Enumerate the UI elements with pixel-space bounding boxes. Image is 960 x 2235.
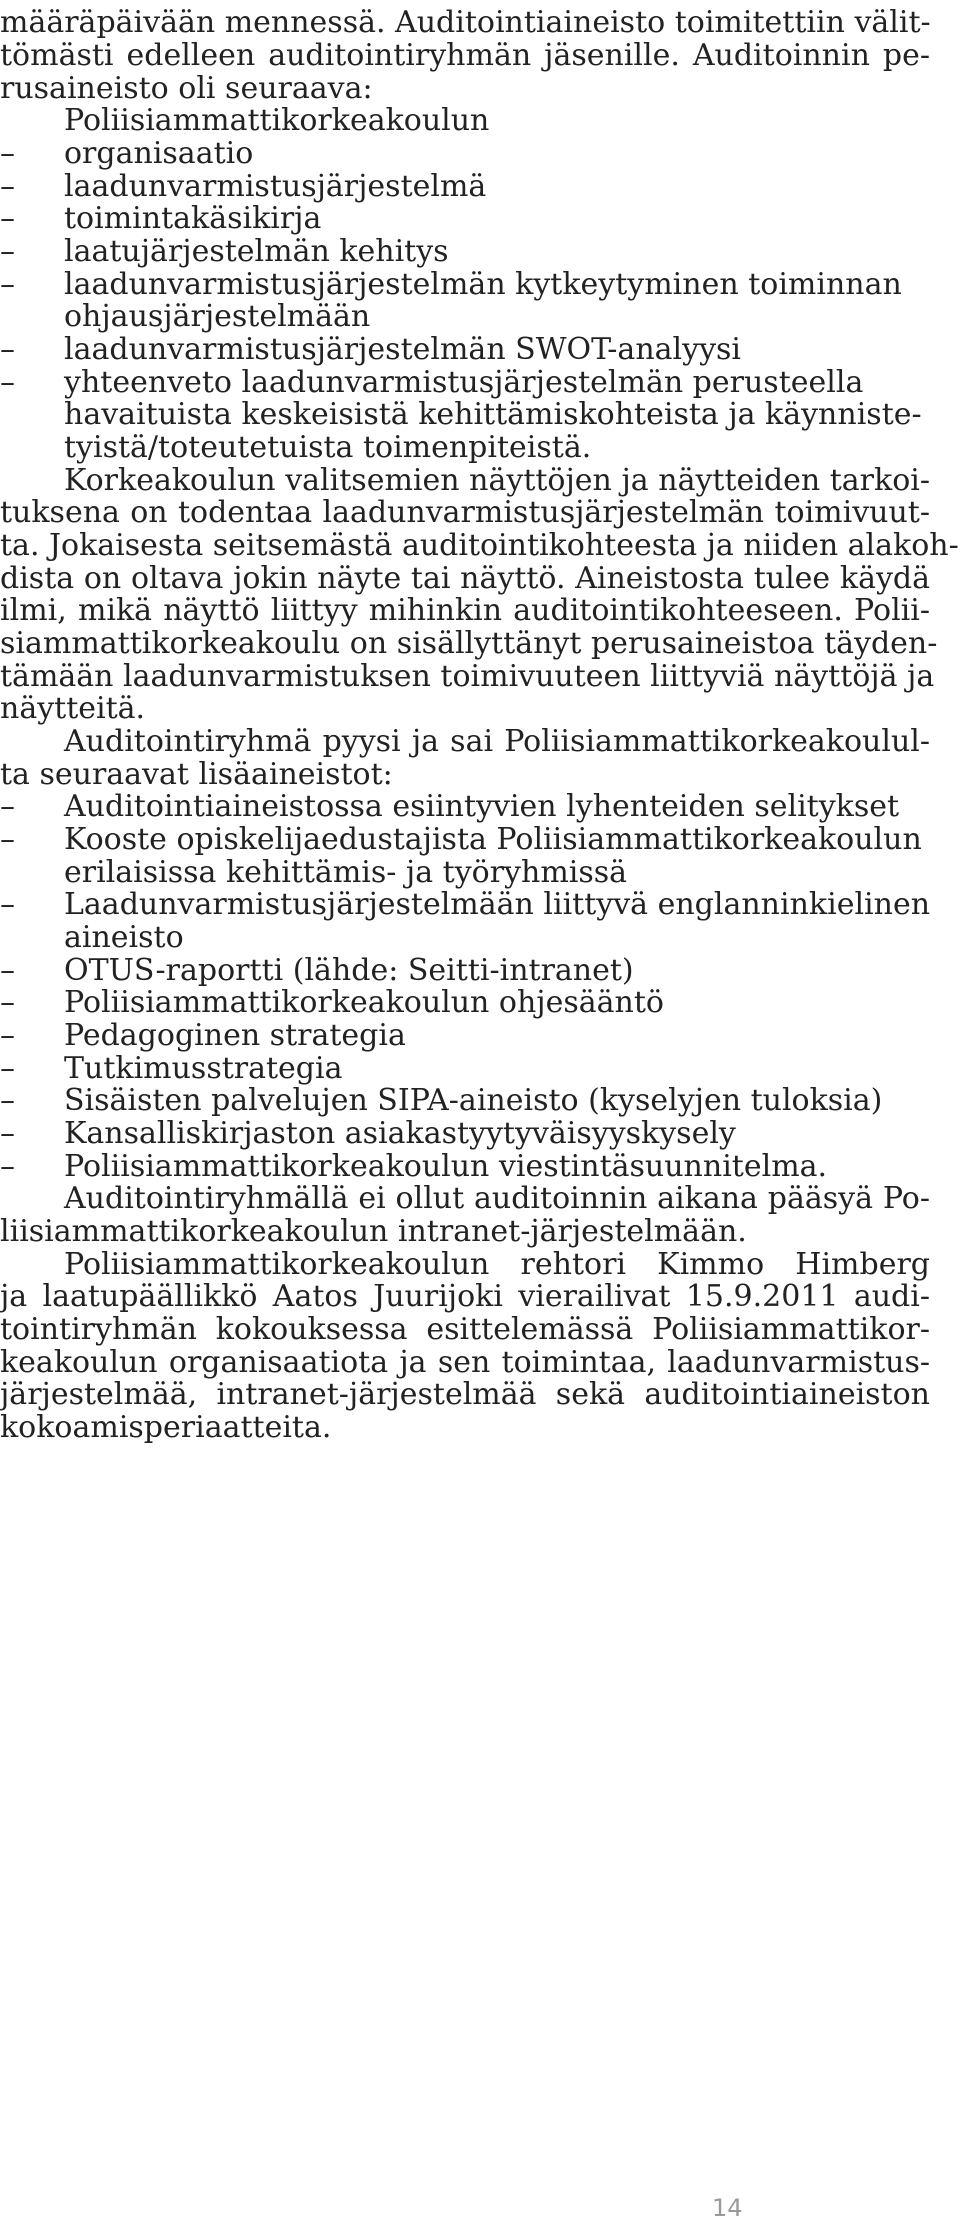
text-line: Auditointiryhmällä ei ollut auditoinnin aikana pääsyä Po- bbox=[64, 1181, 930, 1216]
list-item: Sisäisten palvelujen SIPA-aineisto (kyselyjen tuloksia) bbox=[64, 1083, 883, 1118]
list-item: Poliisiammattikorkeakoulun ohjesääntö bbox=[64, 985, 664, 1020]
list-dash: – bbox=[0, 332, 15, 367]
list-dash: – bbox=[0, 1083, 15, 1118]
list-dash: – bbox=[0, 953, 15, 988]
list-dash: – bbox=[0, 1149, 15, 1184]
text-line: Auditointiryhmä pyysi ja sai Poliisiammattikorkeakoulul- bbox=[64, 724, 930, 759]
list-item: yhteenveto laadunvarmistusjärjestelmän perusteella bbox=[64, 365, 864, 400]
text-line: keakoulun organisaatiota ja sen toimintaa, laadunvarmistus- bbox=[0, 1345, 930, 1380]
text-line: määräpäivään mennessä. Auditointiaineisto toimitettiin välit- bbox=[0, 5, 931, 40]
text-line: Korkeakoulun valitsemien näyttöjen ja näytteiden tarkoi- bbox=[64, 463, 930, 498]
list-dash: – bbox=[0, 201, 15, 236]
list-item: laadunvarmistusjärjestelmän SWOT-analyysi bbox=[64, 332, 742, 367]
list-dash: – bbox=[0, 267, 15, 302]
text-line: liisiammattikorkeakoulun intranet-järjestelmään. bbox=[0, 1214, 747, 1249]
list-item: Kooste opiskelijaedustajista Poliisiammattikorkeakoulun bbox=[64, 822, 922, 857]
list-dash: – bbox=[0, 789, 15, 824]
list-item: Kansalliskirjaston asiakastyytyväisyyskysely bbox=[64, 1116, 736, 1151]
list-dash: – bbox=[0, 234, 15, 269]
list-item: laatujärjestelmän kehitys bbox=[64, 234, 449, 269]
list-item-continuation: erilaisissa kehittämis- ja työryhmissä bbox=[64, 855, 628, 890]
list-item: Pedagoginen strategia bbox=[64, 1018, 406, 1053]
list-item-continuation: aineisto bbox=[64, 920, 184, 955]
text-line: Poliisiammattikorkeakoulun rehtori Kimmo Himberg bbox=[64, 1247, 930, 1282]
list-dash: – bbox=[0, 985, 15, 1020]
list-item: laadunvarmistusjärjestelmän kytkeytyminen toiminnan bbox=[64, 267, 902, 302]
list-dash: – bbox=[0, 887, 15, 922]
text-line: dista on oltava jokin näyte tai näyttö. Aineistosta tulee käydä bbox=[0, 561, 930, 596]
text-line: ilmi, mikä näyttö liittyy mihinkin auditointikohteeseen. Polii- bbox=[0, 593, 930, 628]
text-line: järjestelmää, intranet-järjestelmää sekä auditointiaineiston bbox=[0, 1377, 930, 1412]
text-line: kokoamisperiaatteita. bbox=[0, 1410, 332, 1445]
list-item: Auditointiaineistossa esiintyvien lyhenteiden selitykset bbox=[64, 789, 900, 824]
text-line: tämään laadunvarmistuksen toimivuuteen liittyviä näyttöjä ja bbox=[0, 659, 935, 694]
list-dash: – bbox=[0, 1051, 15, 1086]
text-line: tointiryhmän kokouksessa esittelemässä Poliisiammattikor- bbox=[0, 1312, 930, 1347]
list-item: Tutkimusstrategia bbox=[64, 1051, 343, 1086]
text-line: ta. Jokaisesta seitsemästä auditointikohteesta ja niiden alakoh- bbox=[0, 528, 959, 563]
list-item-continuation: tyistä/toteutetuista toimenpiteistä. bbox=[64, 430, 592, 465]
list-dash: – bbox=[0, 169, 15, 204]
text-line: tuksena on todentaa laadunvarmistusjärjestelmän toimivuut- bbox=[0, 495, 930, 530]
text-line: siammattikorkeakoulu on sisällyttänyt perusaineistoa täyden- bbox=[0, 626, 938, 661]
list-item: OTUS-raportti (lähde: Seitti-intranet) bbox=[64, 953, 634, 988]
text-line: ja laatupäällikkö Aatos Juurijoki vierailivat 15.9.2011 audi- bbox=[0, 1279, 930, 1314]
list-item-continuation: ohjausjärjestelmään bbox=[64, 299, 371, 334]
list-dash: – bbox=[0, 822, 15, 857]
list-item: toimintakäsikirja bbox=[64, 201, 322, 236]
text-line: tömästi edelleen auditointiryhmän jäsenille. Auditoinnin pe- bbox=[0, 38, 930, 73]
list-item-continuation: havaituista keskeisistä kehittämiskohteista ja käynniste- bbox=[64, 397, 922, 432]
page-number: 14 bbox=[712, 2194, 743, 2222]
list-item: Poliisiammattikorkeakoulun viestintäsuunnitelma. bbox=[64, 1149, 828, 1184]
list-dash: – bbox=[0, 1116, 15, 1151]
list-item: Laadunvarmistusjärjestelmään liittyvä englanninkielinen bbox=[64, 887, 931, 922]
text-line: rusaineisto oli seuraava: bbox=[0, 71, 373, 106]
text-line: ta seuraavat lisäaineistot: bbox=[0, 757, 393, 792]
text-line: näytteitä. bbox=[0, 691, 146, 726]
list-dash: – bbox=[0, 365, 15, 400]
list-item: organisaatio bbox=[64, 136, 254, 171]
list-item: laadunvarmistusjärjestelmä bbox=[64, 169, 487, 204]
text-line: Poliisiammattikorkeakoulun bbox=[64, 103, 490, 138]
list-dash: – bbox=[0, 136, 15, 171]
list-dash: – bbox=[0, 1018, 15, 1053]
